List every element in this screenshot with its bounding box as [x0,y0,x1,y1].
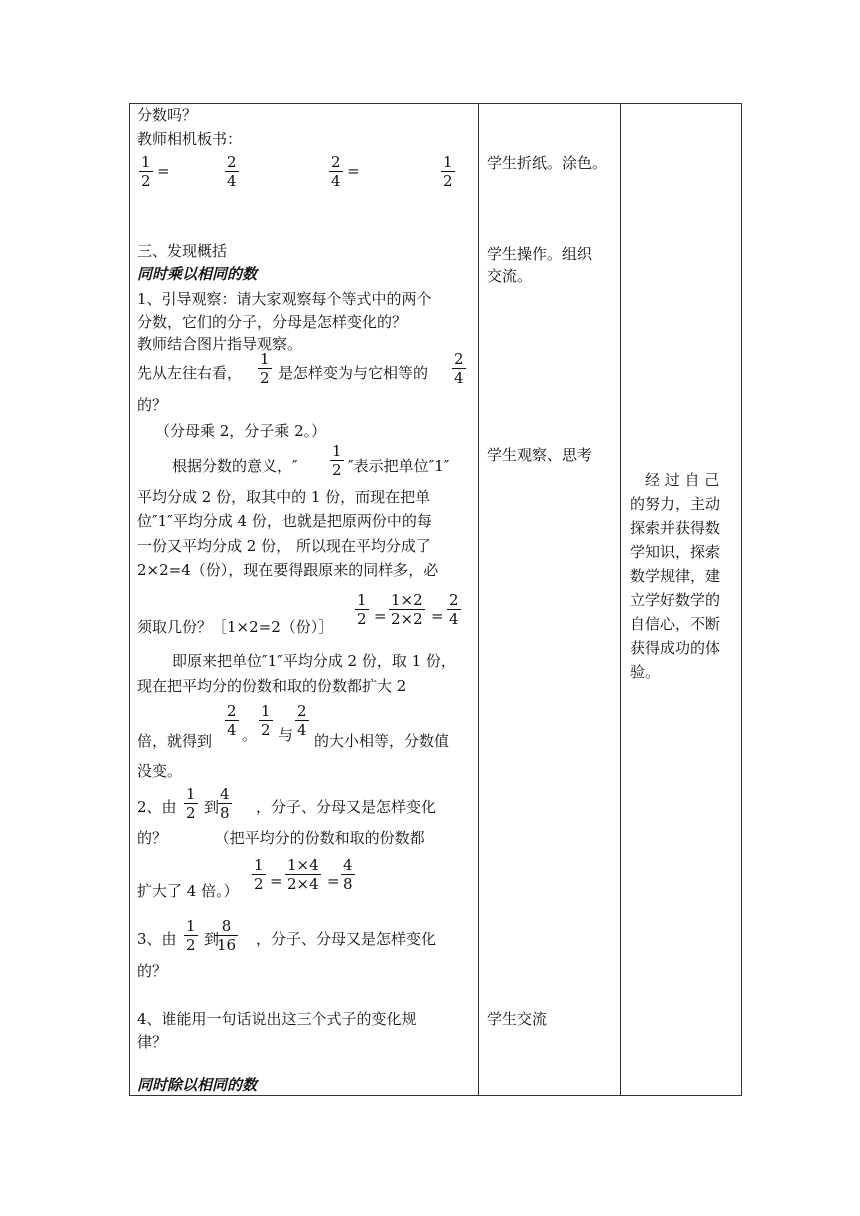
equals-sign: = [374,607,387,625]
fraction: 4 8 [220,785,230,822]
text-line: 获得成功的体 [630,639,721,657]
design-intent-text [630,468,738,684]
text-line: 的？ [137,396,168,414]
text-line: ，分子、分母又是怎样变化 [256,798,437,816]
text-line: 3、由 [137,930,177,948]
fraction: 1 2 [186,785,196,822]
text-line: 教师相机板书： [137,130,243,148]
text-line: 探索并获得数 [630,519,721,537]
fraction: 4 8 [343,856,353,893]
fraction: 2 4 [331,153,341,190]
text-line: 经 过 自 己 [630,471,720,489]
text-line: 的大小相等，分数值 [314,732,450,750]
text-line: 1、引导观察：请大家观察每个等式中的两个 [137,290,432,308]
fraction: 1 2 [443,153,453,190]
fraction: 1 2 [357,591,367,628]
fraction: 8 16 [217,917,237,954]
fraction: 1×2 2×2 [391,591,423,628]
text-line: 根据分数的意义，″ [172,457,298,475]
fraction: 1 2 [332,442,342,479]
text-line: 律？ [137,1033,168,1051]
text-line: 是怎样变为与它相等的 [278,364,429,382]
equals-sign: = [347,162,360,180]
text-line: 与 [278,726,294,744]
section-heading: 三、发现概括 [137,242,228,260]
text-line: 的？ [137,962,168,980]
fraction: 1 2 [261,702,271,739]
text-line: 分数吗？ [137,106,198,124]
equals-sign: = [431,607,444,625]
text-line: 。 [242,726,258,744]
column-divider-1 [478,104,479,1095]
text-line: （分母乘 2，分子乘 2。） [155,422,327,440]
text-line: 扩大了 4 倍。） [137,882,239,900]
fraction: 2 4 [227,153,237,190]
text-line: 现在把平均分的份数和取的份数都扩大 2 [137,677,407,695]
subheading: 同时乘以相同的数 [137,265,258,283]
equals-sign: = [157,162,170,180]
text-line: 学知识，探索 [630,543,721,561]
student-activity: 交流。 [487,267,533,285]
text-line: 位″1″平均分成 4 份，也就是把原两份中的每 [137,512,432,530]
fraction: 1 2 [260,350,270,387]
fraction: 2 4 [297,702,307,739]
fraction: 1 2 [186,917,196,954]
student-activity: 学生观察、思考 [487,446,593,464]
text-line: ″表示把单位″1″ [348,457,450,475]
fraction: 1 2 [254,856,264,893]
text-line: 的？ （把平均分的份数和取的份数都 [137,829,425,847]
fraction: 2 4 [449,591,459,628]
text-line: 2×2=4（份），现在要得跟原来的同样多，必 [137,561,439,579]
student-activity: 学生折纸。涂色。 [487,154,608,172]
subheading: 同时除以相同的数 [137,1076,258,1094]
column-divider-2 [620,104,621,1095]
equals-sign: = [327,872,340,890]
student-activity: 学生操作。组织 [487,245,593,263]
text-line: 到 [204,930,220,948]
text-line: 到 [204,798,220,816]
text-line: 平均分成 2 份，取其中的 1 份，而现在把单 [137,488,431,506]
text-line: 没变。 [137,762,183,780]
text-line: 验。 [630,663,661,681]
text-line: 2、由 [137,798,177,816]
text-line: 倍，就得到 [137,732,213,750]
equals-sign: = [270,872,283,890]
fraction: 2 4 [227,702,237,739]
text-line: 数学规律，建 [630,567,721,585]
text-line: ，分子、分母又是怎样变化 [256,930,437,948]
text-line: 分数，它们的分子，分母是怎样变化的？ [137,313,408,331]
text-line: 先从左往右看， [137,364,243,382]
fraction: 2 4 [454,350,464,387]
text-line: 一份又平均分成 2 份， 所以现在平均分成了 [137,537,431,555]
text-line: 的努力，主动 [630,495,721,513]
text-line: 教师结合图片指导观察。 [137,335,303,353]
text-line: 自信心，不断 [630,615,721,633]
text-line: 立学好数学的 [630,591,721,609]
text-line: 须取几份？［1×2=2（份）］ [137,618,334,636]
fraction: 1×4 2×4 [287,856,319,893]
student-activity: 学生交流 [487,1010,548,1028]
text-line: 即原来把单位″1″平均分成 2 份，取 1 份， [172,652,456,670]
fraction: 1 2 [141,153,151,190]
text-line: 4、谁能用一句话说出这三个式子的变化规 [137,1010,417,1028]
